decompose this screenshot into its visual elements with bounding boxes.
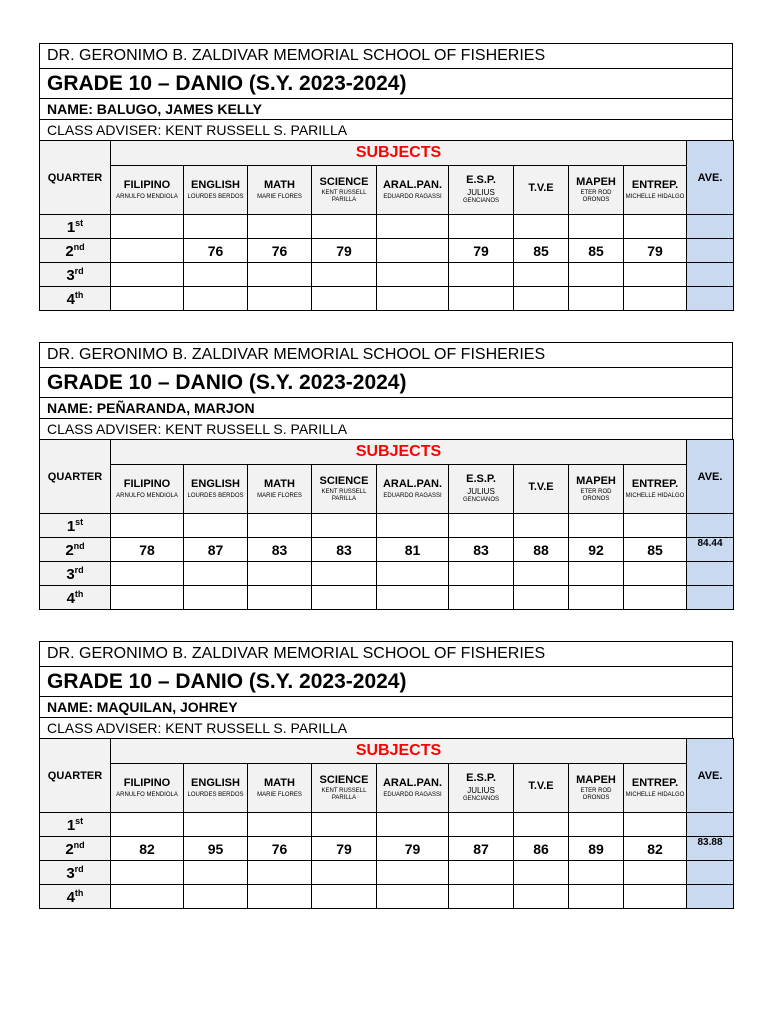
grade-cell — [248, 562, 312, 586]
subject-name: MAPEH — [576, 175, 616, 188]
subject-header — [184, 764, 248, 813]
grade-cell: 81 — [377, 538, 449, 562]
subject-header — [111, 764, 184, 813]
grade-cell — [514, 287, 569, 311]
grade-cell: 76 — [184, 239, 248, 263]
subjects-header: SUBJECTS — [111, 141, 687, 166]
grade-cell: 76 — [248, 239, 312, 263]
subject-name: SCIENCE — [319, 175, 369, 188]
grade-cell — [312, 215, 377, 239]
student-name: NAME: MAQUILAN, JOHREY — [40, 697, 733, 718]
grades-table — [39, 140, 734, 311]
grade-cell — [377, 813, 449, 837]
grade-cell: 82 — [111, 837, 184, 861]
average-cell — [687, 586, 734, 610]
grade-cell — [111, 586, 184, 610]
grade-cell — [111, 861, 184, 885]
grade-cell — [184, 263, 248, 287]
subject-header — [111, 465, 184, 514]
grade-cell — [184, 215, 248, 239]
quarter-row — [40, 813, 734, 837]
grade-cell — [569, 861, 624, 885]
subject-name: E.S.P. — [466, 772, 496, 785]
grade-cell — [514, 813, 569, 837]
quarter-row — [40, 885, 734, 909]
quarter-row — [40, 215, 734, 239]
grade-cell — [624, 287, 687, 311]
report-card — [39, 641, 733, 909]
grade-cell — [569, 885, 624, 909]
grade-cell — [569, 813, 624, 837]
grade-cell — [377, 263, 449, 287]
average-header: AVE. — [687, 739, 734, 813]
subject-name: FILIPINO — [123, 179, 171, 192]
subject-teacher: MARIE FLORES — [257, 193, 302, 200]
subject-header — [569, 166, 624, 215]
subject-teacher: ARNULFO MENDIOLA — [116, 193, 178, 200]
grade-cell — [111, 885, 184, 909]
subject-header — [514, 764, 569, 813]
subject-teacher: JULIUS — [467, 187, 495, 197]
subject-name: T.V.E — [528, 780, 554, 793]
subject-header — [624, 465, 687, 514]
grade-cell — [569, 215, 624, 239]
subject-header — [312, 764, 377, 813]
quarter-label: 4th — [40, 586, 111, 610]
subject-header — [569, 764, 624, 813]
grade-cell — [624, 562, 687, 586]
subject-teacher: LOURDES BERDOS — [187, 492, 244, 499]
average-header: AVE. — [687, 141, 734, 215]
grade-cell — [624, 514, 687, 538]
grade-cell — [624, 885, 687, 909]
grade-cell — [312, 885, 377, 909]
grade-cell — [377, 586, 449, 610]
quarter-row — [40, 239, 734, 263]
quarter-label: 2nd — [40, 538, 111, 562]
subject-teacher: ARNULFO MENDIOLA — [116, 791, 178, 798]
quarter-header: QUARTER — [40, 141, 111, 215]
subject-header — [377, 465, 449, 514]
subject-name: ENGLISH — [191, 777, 240, 790]
grade-cell — [111, 263, 184, 287]
grade-cell — [248, 813, 312, 837]
grade-cell: 89 — [569, 837, 624, 861]
grade-cell — [514, 263, 569, 287]
subject-header — [514, 166, 569, 215]
grade-cell: 82 — [624, 837, 687, 861]
average-cell — [687, 885, 734, 909]
grade-cell — [449, 586, 514, 610]
quarter-label: 4th — [40, 885, 111, 909]
quarter-label: 1st — [40, 215, 111, 239]
subject-teacher: ETER ROD ORONOS — [580, 788, 612, 801]
grade-cell — [248, 287, 312, 311]
grade-cell — [377, 239, 449, 263]
subject-teacher: MARIE FLORES — [257, 791, 302, 798]
school-name: DR. GERONIMO B. ZALDIVAR MEMORIAL SCHOOL OF FISHERIES — [40, 642, 733, 667]
subject-name: ENTREP. — [631, 478, 679, 491]
student-name: NAME: PEÑARANDA, MARJON — [40, 398, 733, 419]
subject-teacher: GENCIANOS — [462, 796, 499, 803]
grade-cell: 92 — [569, 538, 624, 562]
subject-teacher: MARIE FLORES — [257, 492, 302, 499]
grade-cell — [111, 287, 184, 311]
quarter-row — [40, 586, 734, 610]
subject-header — [624, 764, 687, 813]
subject-name: MATH — [264, 179, 295, 192]
grade-cell — [514, 861, 569, 885]
subject-name: T.V.E — [528, 182, 554, 195]
grade-cell: 79 — [312, 239, 377, 263]
subject-name: ARAL.PAN. — [382, 179, 443, 192]
grade-section-title: GRADE 10 – DANIO (S.Y. 2023-2024) — [40, 69, 733, 99]
grade-cell — [184, 885, 248, 909]
grade-cell — [248, 861, 312, 885]
grade-cell: 86 — [514, 837, 569, 861]
subject-name: FILIPINO — [123, 777, 171, 790]
average-cell — [687, 514, 734, 538]
quarter-row — [40, 861, 734, 885]
grade-cell: 85 — [624, 538, 687, 562]
grade-cell — [449, 514, 514, 538]
average-cell — [687, 215, 734, 239]
subject-teacher: ETER ROD ORONOS — [580, 190, 612, 203]
school-name: DR. GERONIMO B. ZALDIVAR MEMORIAL SCHOOL OF FISHERIES — [40, 44, 733, 69]
quarter-row — [40, 514, 734, 538]
grade-cell — [569, 514, 624, 538]
grade-cell — [111, 813, 184, 837]
subject-teacher: JULIUS — [467, 785, 495, 795]
grade-cell — [377, 861, 449, 885]
subject-name: ENGLISH — [191, 179, 240, 192]
grade-cell — [377, 215, 449, 239]
grade-section-title: GRADE 10 – DANIO (S.Y. 2023-2024) — [40, 368, 733, 398]
quarter-label: 1st — [40, 514, 111, 538]
average-cell — [687, 263, 734, 287]
grade-cell — [514, 215, 569, 239]
subject-header — [111, 166, 184, 215]
quarter-label: 2nd — [40, 239, 111, 263]
grade-cell — [449, 263, 514, 287]
grade-cell — [449, 287, 514, 311]
average-cell — [687, 239, 734, 263]
average-cell — [687, 813, 734, 837]
report-card — [39, 342, 733, 610]
subject-name: E.S.P. — [466, 174, 496, 187]
grade-cell — [111, 562, 184, 586]
average-cell — [687, 861, 734, 885]
grade-cell: 95 — [184, 837, 248, 861]
grade-cell — [248, 586, 312, 610]
quarter-row — [40, 287, 734, 311]
subject-name: ARAL.PAN. — [382, 478, 443, 491]
subject-header — [248, 465, 312, 514]
grade-cell — [514, 885, 569, 909]
class-adviser: CLASS ADVISER: KENT RUSSELL S. PARILLA — [40, 718, 733, 739]
grade-cell: 79 — [312, 837, 377, 861]
grade-cell — [449, 885, 514, 909]
subject-teacher: MICHELLE HIDALGO — [625, 791, 685, 798]
quarter-label: 3rd — [40, 562, 111, 586]
subject-teacher: KENT RUSSELL PARILLA — [321, 489, 367, 502]
subject-name: FILIPINO — [123, 478, 171, 491]
grade-cell — [624, 813, 687, 837]
quarter-row — [40, 538, 734, 562]
grade-cell — [248, 885, 312, 909]
subject-name: MAPEH — [576, 474, 616, 487]
grade-cell: 83 — [248, 538, 312, 562]
grade-cell — [248, 263, 312, 287]
quarter-label: 4th — [40, 287, 111, 311]
grade-cell: 87 — [449, 837, 514, 861]
grade-cell — [312, 287, 377, 311]
quarter-label: 1st — [40, 813, 111, 837]
student-name: NAME: BALUGO, JAMES KELLY — [40, 99, 733, 120]
grade-cell — [569, 287, 624, 311]
grade-cell: 76 — [248, 837, 312, 861]
grade-cell — [449, 562, 514, 586]
subject-header — [184, 465, 248, 514]
grade-cell: 85 — [569, 239, 624, 263]
grade-cell — [111, 239, 184, 263]
grade-cell — [184, 586, 248, 610]
subject-teacher: MICHELLE HIDALGO — [625, 492, 685, 499]
class-adviser: CLASS ADVISER: KENT RUSSELL S. PARILLA — [40, 419, 733, 440]
subject-name: E.S.P. — [466, 473, 496, 486]
grade-cell: 85 — [514, 239, 569, 263]
subject-name: SCIENCE — [319, 474, 369, 487]
grade-cell — [248, 215, 312, 239]
subject-header — [569, 465, 624, 514]
grade-section-title: GRADE 10 – DANIO (S.Y. 2023-2024) — [40, 667, 733, 697]
grade-cell — [312, 861, 377, 885]
grade-cell: 79 — [624, 239, 687, 263]
grade-cell — [377, 514, 449, 538]
grade-cell — [248, 514, 312, 538]
grade-cell — [377, 287, 449, 311]
subject-name: MATH — [264, 478, 295, 491]
subject-header — [248, 764, 312, 813]
subject-header — [449, 764, 514, 813]
subject-teacher: EDUARDO RAGASSI — [383, 791, 442, 798]
subject-name: SCIENCE — [319, 773, 369, 786]
grade-cell: 79 — [449, 239, 514, 263]
subject-name: T.V.E — [528, 481, 554, 494]
grade-cell — [111, 514, 184, 538]
average-cell: 83.88 — [687, 837, 734, 861]
subject-teacher: LOURDES BERDOS — [187, 193, 244, 200]
subject-teacher: MICHELLE HIDALGO — [625, 193, 685, 200]
subject-name: MAPEH — [576, 773, 616, 786]
subject-header — [449, 166, 514, 215]
subject-header — [514, 465, 569, 514]
average-cell: 84.44 — [687, 538, 734, 562]
grade-cell — [449, 215, 514, 239]
subject-header — [184, 166, 248, 215]
subject-header — [624, 166, 687, 215]
subject-name: ENTREP. — [631, 777, 679, 790]
grades-table — [39, 738, 734, 909]
subject-header — [312, 465, 377, 514]
grade-cell — [624, 263, 687, 287]
grade-cell — [569, 263, 624, 287]
subject-header — [377, 166, 449, 215]
grade-cell — [377, 885, 449, 909]
grade-cell — [569, 562, 624, 586]
class-adviser: CLASS ADVISER: KENT RUSSELL S. PARILLA — [40, 120, 733, 141]
subject-teacher: ETER ROD ORONOS — [580, 489, 612, 502]
grade-cell: 78 — [111, 538, 184, 562]
grade-cell: 87 — [184, 538, 248, 562]
grade-cell — [184, 514, 248, 538]
average-header: AVE. — [687, 440, 734, 514]
grade-cell — [312, 586, 377, 610]
subject-teacher: EDUARDO RAGASSI — [383, 193, 442, 200]
subject-teacher: EDUARDO RAGASSI — [383, 492, 442, 499]
subject-header — [377, 764, 449, 813]
grade-cell — [377, 562, 449, 586]
subject-name: ARAL.PAN. — [382, 777, 443, 790]
grade-cell: 79 — [377, 837, 449, 861]
quarter-header: QUARTER — [40, 440, 111, 514]
grade-cell — [184, 562, 248, 586]
grade-cell: 83 — [449, 538, 514, 562]
quarter-row — [40, 837, 734, 861]
grade-cell — [624, 861, 687, 885]
grade-cell — [312, 263, 377, 287]
subject-teacher: GENCIANOS — [462, 497, 499, 504]
grade-cell — [514, 514, 569, 538]
report-card — [39, 43, 733, 311]
subjects-header: SUBJECTS — [111, 739, 687, 764]
subject-teacher: LOURDES BERDOS — [187, 791, 244, 798]
quarter-header: QUARTER — [40, 739, 111, 813]
subject-header — [248, 166, 312, 215]
grade-cell — [624, 215, 687, 239]
subject-name: MATH — [264, 777, 295, 790]
grade-cell — [449, 813, 514, 837]
grade-cell — [312, 514, 377, 538]
quarter-label: 2nd — [40, 837, 111, 861]
grade-cell — [312, 813, 377, 837]
school-name: DR. GERONIMO B. ZALDIVAR MEMORIAL SCHOOL OF FISHERIES — [40, 343, 733, 368]
grade-cell — [312, 562, 377, 586]
subject-teacher: JULIUS — [467, 486, 495, 496]
grades-table — [39, 439, 734, 610]
quarter-label: 3rd — [40, 263, 111, 287]
subject-header — [449, 465, 514, 514]
subject-teacher: KENT RUSSELL PARILLA — [321, 788, 367, 801]
grade-cell — [569, 586, 624, 610]
grade-cell: 83 — [312, 538, 377, 562]
quarter-row — [40, 263, 734, 287]
quarter-label: 3rd — [40, 861, 111, 885]
subject-teacher: KENT RUSSELL PARILLA — [321, 190, 367, 203]
subject-teacher: ARNULFO MENDIOLA — [116, 492, 178, 499]
subjects-header: SUBJECTS — [111, 440, 687, 465]
subject-header — [312, 166, 377, 215]
grade-cell — [624, 586, 687, 610]
subject-name: ENGLISH — [191, 478, 240, 491]
grade-cell — [184, 813, 248, 837]
average-cell — [687, 562, 734, 586]
grade-cell — [184, 287, 248, 311]
grade-cell — [449, 861, 514, 885]
subject-teacher: GENCIANOS — [462, 198, 499, 205]
grade-cell — [514, 586, 569, 610]
average-cell — [687, 287, 734, 311]
quarter-row — [40, 562, 734, 586]
subject-name: ENTREP. — [631, 179, 679, 192]
grade-cell: 88 — [514, 538, 569, 562]
grade-cell — [184, 861, 248, 885]
grade-cell — [514, 562, 569, 586]
grade-cell — [111, 215, 184, 239]
